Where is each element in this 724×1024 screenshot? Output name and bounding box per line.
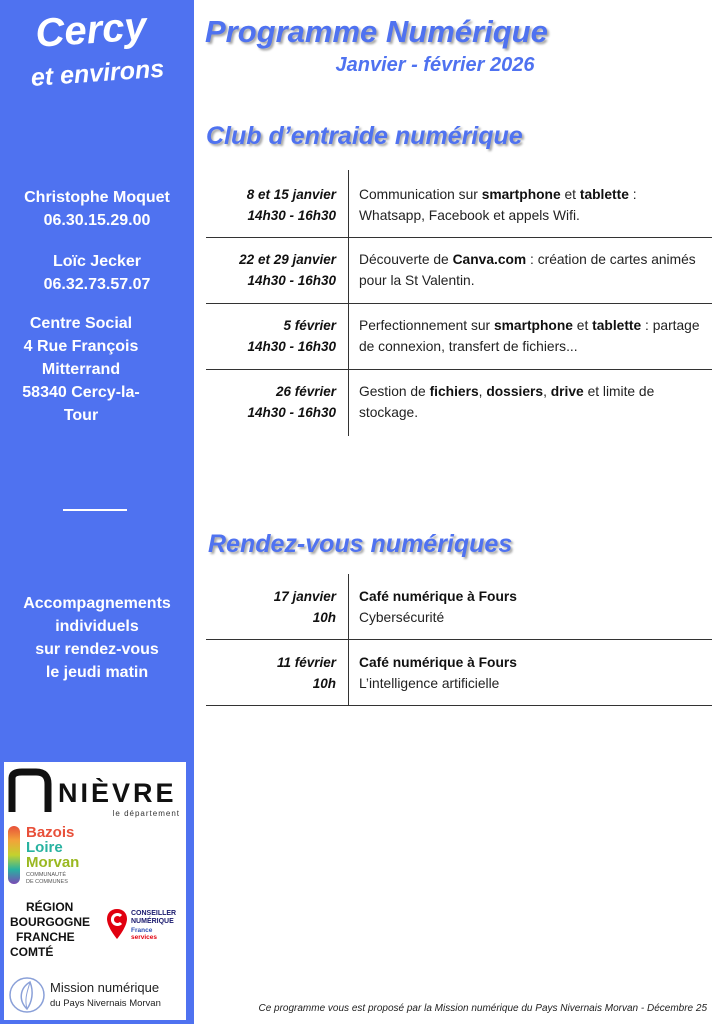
description-text: Découverte de <box>359 252 453 267</box>
contact-phone: 06.32.73.57.07 <box>43 276 151 293</box>
appointments-line: Accompagnements <box>23 595 171 612</box>
table-row <box>206 574 712 639</box>
footer-note: Ce programme vous est proposé par la Mission numérique du Pays Nivernais Morvan - Décembre 25 <box>258 1003 707 1014</box>
club-section-title: Club d’entraide numérique <box>206 122 523 150</box>
bazois-word: Loire <box>26 839 63 856</box>
session-time: 14h30 - 16h30 <box>247 405 336 420</box>
contact-phone: 06.30.15.29.00 <box>43 212 151 229</box>
nievre-logo <box>8 766 184 818</box>
description-text: : Whatsapp, Facebook et appels Wifi. <box>359 187 637 223</box>
event-description <box>359 586 704 628</box>
session-day: 8 et 15 janvier <box>246 187 336 202</box>
contact-name: Christophe Moquet <box>24 189 170 206</box>
session-date <box>206 381 336 423</box>
bazois-caption: COMMUNAUTÉ <box>26 872 67 878</box>
description-text: et <box>560 187 580 202</box>
session-time: 14h30 - 16h30 <box>247 208 336 223</box>
event-topic: L’intelligence artificielle <box>359 676 500 691</box>
france-services-word: services <box>131 934 158 941</box>
divider <box>63 509 127 511</box>
session-date <box>206 184 336 226</box>
appointments-note <box>0 592 194 684</box>
rdv-section-title: Rendez-vous numériques <box>208 530 513 558</box>
address-line: Centre Social <box>29 315 133 332</box>
table-row <box>206 237 712 303</box>
session-day: 26 février <box>275 384 336 399</box>
bazois-logo <box>8 824 108 890</box>
description-keyword: drive <box>550 384 584 399</box>
mission-word: du Pays Nivernais Morvan <box>50 998 161 1009</box>
address-line: 4 Rue François <box>23 338 139 355</box>
description-keyword: dossiers <box>486 384 544 399</box>
session-description <box>359 315 704 357</box>
description-keyword: tablette <box>579 187 629 202</box>
description-keyword: tablette <box>592 318 642 333</box>
appointments-line: le jeudi matin <box>45 664 149 681</box>
contact-1 <box>0 186 194 232</box>
address-line: Tour <box>63 407 99 424</box>
nievre-n-icon <box>8 768 52 814</box>
region-word: RÉGION <box>26 900 74 914</box>
address-line: 58340 Cercy-la- <box>22 384 140 401</box>
sidebar <box>0 0 194 1024</box>
table-row-divider <box>206 705 712 706</box>
description-keyword: fichiers <box>429 384 479 399</box>
description-text: , <box>478 384 487 399</box>
mission-word: Mission numérique <box>50 980 160 995</box>
event-day: 11 février <box>276 655 336 670</box>
table-row <box>206 170 712 237</box>
description-text: : partage de connexion, transfert de fichiers... <box>359 318 700 354</box>
conseiller-word: NUMÉRIQUE <box>131 918 174 925</box>
bazois-caption: DE COMMUNES <box>26 879 68 885</box>
event-time: 10h <box>312 676 336 691</box>
description-text: Gestion de <box>359 384 430 399</box>
description-text: Perfectionnement sur <box>359 318 494 333</box>
table-row <box>206 369 712 436</box>
session-day: 5 février <box>283 318 336 333</box>
appointments-line: sur rendez-vous <box>35 641 159 658</box>
nievre-tagline: le département <box>112 809 180 818</box>
region-word: FRANCHE <box>16 930 75 944</box>
club-schedule-table <box>206 170 712 436</box>
description-text: et limite de stockage. <box>359 384 655 420</box>
event-date <box>206 652 336 694</box>
description-text: Communication sur <box>359 187 482 202</box>
leaf-circle-icon <box>8 976 46 1014</box>
session-date <box>206 315 336 357</box>
contact-name: Loïc Jecker <box>52 253 142 270</box>
appointments-line: individuels <box>55 618 139 635</box>
description-text: : création de cartes animés pour la St Valentin. <box>359 252 696 288</box>
description-keyword: smartphone <box>481 187 561 202</box>
mission-numerique-logo <box>8 972 186 1016</box>
table-row <box>206 639 712 705</box>
nievre-wordmark: NIÈVRE <box>58 778 177 808</box>
session-description <box>359 249 704 291</box>
session-time: 14h30 - 16h30 <box>247 273 336 288</box>
location-pin-icon <box>106 908 128 940</box>
session-time: 14h30 - 16h30 <box>247 339 336 354</box>
description-keyword: smartphone <box>493 318 573 333</box>
event-heading: Café numérique à Fours <box>359 655 517 670</box>
session-description <box>359 381 704 423</box>
france-services-word: France <box>131 927 153 934</box>
conseiller-numerique-logo <box>106 906 186 946</box>
session-description <box>359 184 704 226</box>
table-row <box>206 303 712 369</box>
brand-title: Cercy <box>34 4 149 56</box>
event-description <box>359 652 704 694</box>
event-heading: Café numérique à Fours <box>359 589 517 604</box>
description-keyword: Canva.com <box>452 252 527 267</box>
partner-logos <box>4 762 186 1020</box>
event-time: 10h <box>312 610 336 625</box>
event-day: 17 janvier <box>273 589 336 604</box>
contact-2 <box>0 250 194 296</box>
bazois-word: Bazois <box>26 824 75 841</box>
conseiller-word: CONSEILLER <box>131 910 177 917</box>
event-topic: Cybersécurité <box>359 610 445 625</box>
description-text: et <box>572 318 593 333</box>
brand-subtitle: et environs <box>30 54 166 92</box>
session-day: 22 et 29 janvier <box>239 252 336 267</box>
region-word: BOURGOGNE <box>10 915 91 929</box>
address <box>0 312 178 427</box>
region-logo <box>10 900 102 966</box>
event-date <box>206 586 336 628</box>
region-word: COMTÉ <box>10 945 54 959</box>
rdv-schedule-table <box>206 574 712 706</box>
address-line: Mitterrand <box>41 361 121 378</box>
bazois-ribbon-icon <box>8 826 20 884</box>
page-subtitle: Janvier - février 2026 <box>335 54 535 76</box>
session-date <box>206 249 336 291</box>
page-title: Programme Numérique <box>205 14 548 49</box>
description-text: , <box>543 384 551 399</box>
bazois-word: Morvan <box>26 854 80 871</box>
